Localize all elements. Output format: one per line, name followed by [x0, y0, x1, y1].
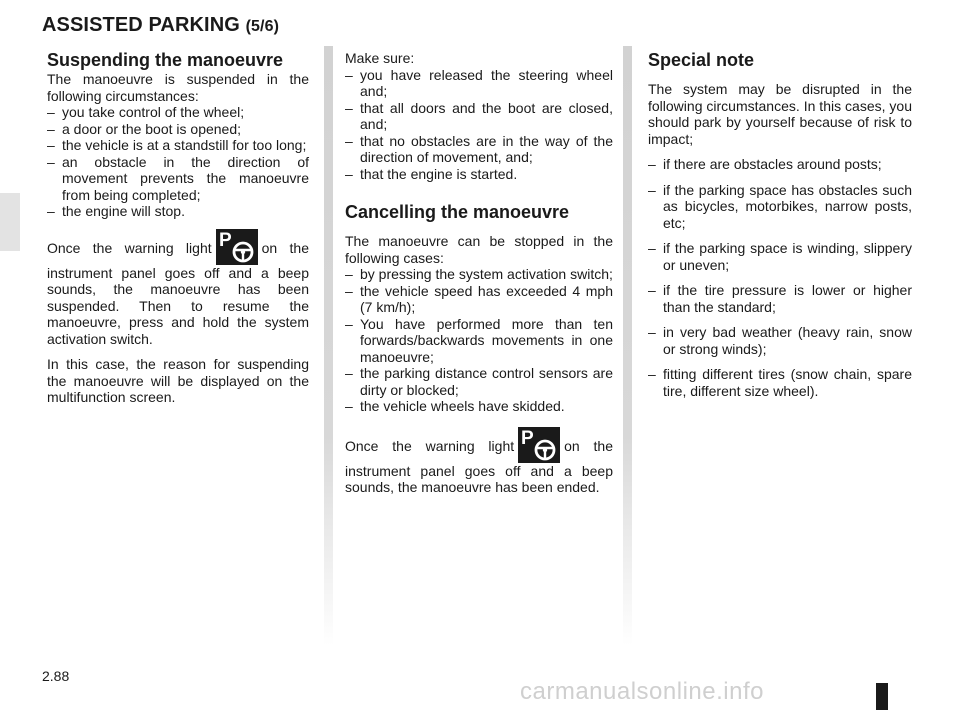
list-item: – in very bad weather (heavy rain, snow or strong winds);: [648, 324, 912, 357]
list-item: – that all doors and the boot are closed, and;: [345, 100, 613, 133]
list-item: – the engine will stop.: [47, 203, 309, 220]
heading-suspending: Suspending the manoeuvre: [47, 50, 284, 70]
heading-cancelling: Cancelling the manoeuvre: [345, 202, 570, 222]
column-special-note: [648, 50, 912, 408]
list-item: – if the tire pressure is lower or higher than the standard;: [648, 282, 912, 315]
special-note-intro: The system may be disrupted in the following circumstances. In this cases, you should park by yourself because of risk to impact;: [648, 81, 912, 147]
list-item: – the vehicle is at a standstill for too long;: [47, 137, 309, 154]
list-item: – you take control of the wheel;: [47, 104, 309, 121]
list-item: – a door or the boot is opened;: [47, 121, 309, 138]
svg-text:P: P: [218, 229, 232, 251]
suspending-list: [47, 104, 309, 220]
paragraph-text: on the instrument panel goes off and a beep sounds, the manoeuvre has been suspended. Then to resume the manoeuvre, press and hold the system activation switch.: [47, 239, 309, 347]
suspending-reason-paragraph: In this case, the reason for suspending the manoeuvre will be displayed on the multifunction screen.: [47, 356, 309, 405]
column-suspending: [47, 50, 309, 406]
list-item: – that the engine is started.: [345, 166, 613, 183]
svg-text:P: P: [521, 427, 534, 449]
list-item: – an obstacle in the direction of movement prevents the manoeuvre from being completed;: [47, 154, 309, 204]
cancelling-paragraph: [345, 427, 613, 496]
page-corner-mark: [876, 683, 888, 710]
list-item: – the vehicle speed has exceeded 4 mph (7 km/h);: [345, 283, 613, 316]
paragraph-text: Once the warning light: [345, 437, 515, 454]
make-sure-intro: Make sure:: [345, 50, 415, 66]
parking-assist-warning-icon: [216, 229, 258, 265]
column-divider-1: [324, 46, 333, 646]
page-title: [42, 14, 279, 37]
list-item: – that no obstacles are in the way of the direction of movement, and;: [345, 133, 613, 166]
column-divider-2: [623, 46, 632, 646]
list-item: – the vehicle wheels have skidded.: [345, 398, 613, 415]
cancelling-intro: The manoeuvre can be stopped in the following cases:: [345, 233, 613, 266]
paragraph-text: Once the warning light: [47, 239, 212, 256]
heading-special-note: Special note: [648, 50, 755, 70]
list-item: – You have performed more than ten forwards/backwards movements in one manoeuvre;: [345, 316, 613, 366]
make-sure-list: [345, 67, 613, 183]
suspending-paragraph: [47, 229, 309, 348]
column-make-sure: [345, 50, 613, 496]
cancelling-list: [345, 266, 613, 415]
section-side-tab: [0, 193, 20, 251]
watermark: carmanualsonline.info: [520, 678, 764, 705]
page-number: 2.88: [42, 668, 70, 684]
page-title-text: ASSISTED PARKING: [42, 14, 240, 36]
list-item: – if the parking space is winding, slippery or uneven;: [648, 240, 912, 273]
special-note-list: [648, 156, 912, 399]
page-title-fraction: (5/6): [245, 18, 279, 35]
parking-assist-warning-icon: [518, 427, 560, 463]
list-item: – if there are obstacles around posts;: [648, 156, 912, 173]
list-item: – by pressing the system activation switch;: [345, 266, 613, 283]
list-item: – the parking distance control sensors are dirty or blocked;: [345, 365, 613, 398]
suspending-intro: The manoeuvre is suspended in the following circumstances:: [47, 71, 309, 104]
list-item: – if the parking space has obstacles such as bicycles, motorbikes, narrow posts, etc;: [648, 182, 912, 232]
list-item: – fitting different tires (snow chain, spare tire, different size wheel).: [648, 366, 912, 399]
paragraph-text: on the instrument panel goes off and a beep sounds, the manoeuvre has been ended.: [345, 437, 613, 495]
list-item: – you have released the steering wheel and;: [345, 67, 613, 100]
